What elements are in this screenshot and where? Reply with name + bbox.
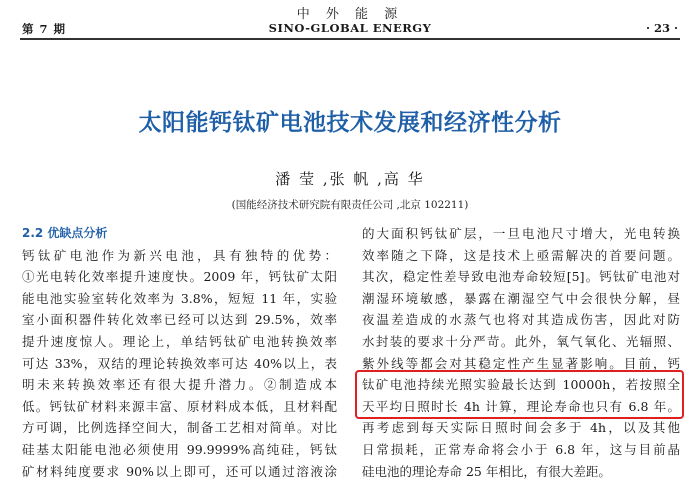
text-line-highlighted: 钛矿电池持续光照实验最长达到 10000h，若按照全: [362, 377, 680, 393]
text-line: 夜温差造成的水蒸气也将对其造成伤害，因此对防: [362, 312, 680, 328]
left-column: [22, 223, 337, 482]
right-column: [362, 223, 680, 482]
article-authors: 潘 莹 ,张 帆 ,高 华: [275, 170, 425, 188]
text-line: 潮湿环境敏感，暴露在潮湿空气中会很快分解，昼: [362, 290, 680, 306]
text-line: 低。钙钛矿材料来源丰富、原材料成本低，且材料配: [22, 398, 337, 414]
article-title: 太阳能钙钛矿电池技术发展和经济性分析: [138, 110, 562, 136]
text-line: 效率随之下降，这是技术上亟需解决的首要问题。: [362, 247, 680, 263]
journal-name-cn: 中 外 能 源: [296, 7, 404, 22]
text-line: 硅电池的理论寿命 25 年相比，有很大差距。: [362, 463, 611, 479]
text-line: 硅基太阳能电池必须使用 99.9999%高纯硅，钙钛: [22, 441, 337, 457]
text-line: ①光电转化效率提升速度快。2009 年，钙钛矿太阳: [22, 269, 337, 285]
text-line: 室小面积器件转化效率已经可以达到 29.5%，效率: [22, 312, 337, 328]
text-line: 再考虑到每天实际日照时间会多于 4h，以及其他: [362, 420, 680, 436]
issue-number: 第 7 期: [22, 22, 67, 36]
page-number: · 23 ·: [645, 21, 678, 35]
text-line: 方可调，比例选择空间大，制备工艺相对简单。对比: [22, 420, 337, 436]
text-line: 明未来转换效率还有很大提升潜力。②制造成本: [22, 377, 337, 393]
text-line: 提升速度惊人。理论上，单结钙钛矿电池转换效率: [22, 333, 337, 349]
article-affiliation: (国能经济技术研究院有限责任公司 ,北京 102211): [231, 199, 469, 211]
text-line: 可达 33%，双结的理论转换效率可达 40%以上，表: [22, 355, 337, 371]
section-heading: 2.2 优缺点分析: [22, 226, 108, 240]
text-line: 紫外线等都会对其稳定性产生显著影响。目前，钙: [362, 355, 680, 371]
text-line: 水封装的要求十分严苛。此外，氧气氧化、光辐照、: [362, 333, 680, 349]
text-line: 能电池实验室转化效率为 3.8%，短短 11 年，实验: [22, 290, 337, 306]
journal-name-en: SINO-GLOBAL ENERGY: [268, 21, 432, 35]
text-line: 日常损耗，正常寿命将会小于 6.8 年，这与目前晶: [362, 441, 680, 457]
text-line: 钙钛矿电池作为新兴电池，具有独特的优势：: [22, 247, 337, 263]
text-line: 矿材料纯度要求 90%以上即可，还可以通过溶液涂: [22, 463, 337, 479]
text-line: 的大面积钙钛矿层，一旦电池尺寸增大，光电转换: [362, 226, 680, 241]
header-rule: [20, 38, 680, 40]
text-line-highlighted: 天平均日照时长 4h 计算，理论寿命也只有 6.8 年。: [362, 398, 680, 414]
text-line: 其次，稳定性差导致电池寿命较短[5]。钙钛矿电池对: [362, 269, 680, 285]
